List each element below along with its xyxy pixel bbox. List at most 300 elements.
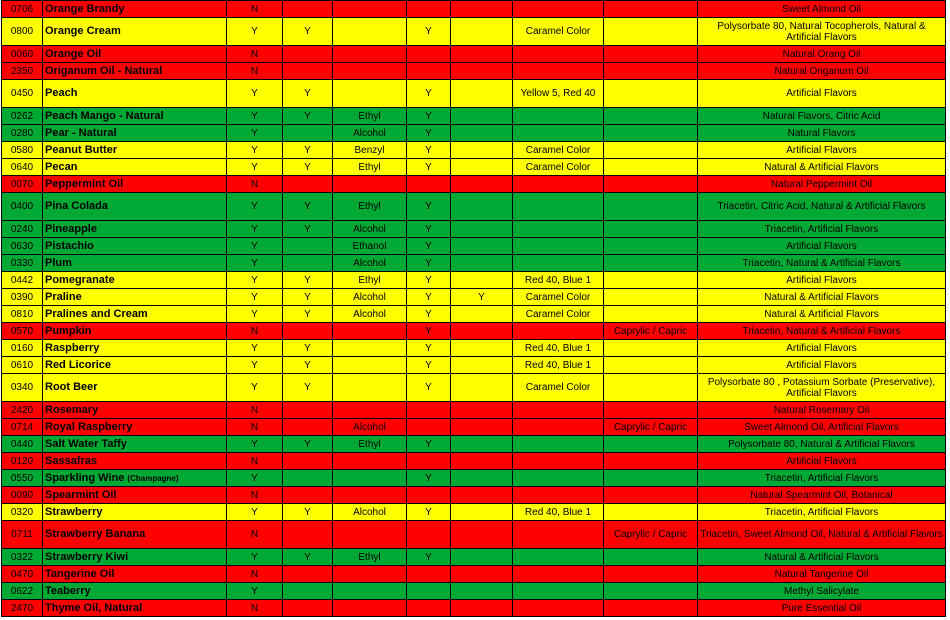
col-7-cell: [604, 272, 698, 289]
col-6-cell: [513, 238, 604, 255]
col-3-cell: Benzyl: [333, 142, 407, 159]
col-5-cell: [451, 108, 513, 125]
col-7-cell: [604, 289, 698, 306]
col-3-cell: [333, 453, 407, 470]
col-2-cell: Y: [283, 357, 333, 374]
col-5-cell: [451, 63, 513, 80]
col-4-cell: Y: [407, 323, 451, 340]
ingredients-cell: Natural Tangerine Oil: [698, 566, 946, 583]
col-2-cell: Y: [283, 142, 333, 159]
col-5-cell: [451, 340, 513, 357]
flavor-name: Orange Brandy: [45, 2, 125, 15]
table-row: [2, 419, 946, 436]
table-row: [2, 18, 946, 46]
col-3-cell: Alcohol: [333, 125, 407, 142]
ingredients-cell: Triacetin, Natural & Artificial Flavors: [698, 255, 946, 272]
col-7-cell: [604, 583, 698, 600]
col-3-cell: [333, 374, 407, 402]
flavor-name-cell: [43, 419, 227, 436]
col-5-cell: [451, 470, 513, 487]
table-row: [2, 487, 946, 504]
col-1-cell: N: [227, 46, 283, 63]
code-cell: 0280: [2, 125, 43, 142]
flavor-name: Orange Cream: [45, 25, 121, 37]
code-cell: 0622: [2, 583, 43, 600]
flavor-name-cell: [43, 340, 227, 357]
ingredients-cell: Triacetin, Citric Acid, Natural & Artificial Flavors: [698, 193, 946, 221]
table-row: [2, 63, 946, 80]
flavor-name: Thyme Oil, Natural: [45, 601, 143, 614]
col-6-cell: [513, 108, 604, 125]
code-cell: 0240: [2, 221, 43, 238]
flavor-name-cell: [43, 374, 227, 402]
flavor-name: Red Licorice: [45, 358, 112, 371]
flavor-name: Peanut Butter: [45, 143, 118, 156]
col-5-cell: [451, 453, 513, 470]
col-3-cell: [333, 46, 407, 63]
col-3-cell: Ethyl: [333, 108, 407, 125]
col-5-cell: [451, 255, 513, 272]
code-cell: 0330: [2, 255, 43, 272]
col-1-cell: Y: [227, 193, 283, 221]
col-4-cell: Y: [407, 357, 451, 374]
table-row: [2, 453, 946, 470]
col-2-cell: [283, 521, 333, 549]
col-4-cell: Y: [407, 108, 451, 125]
col-5-cell: [451, 80, 513, 108]
flavor-name-cell: [43, 504, 227, 521]
table-row: [2, 323, 946, 340]
col-6-cell: [513, 1, 604, 18]
col-3-cell: Alcohol: [333, 221, 407, 238]
code-cell: 0470: [2, 566, 43, 583]
col-6-cell: [513, 487, 604, 504]
col-6-cell: [513, 470, 604, 487]
ingredients-cell: Polysorbate 80, Natural & Artificial Flavors: [698, 436, 946, 453]
table-row: [2, 193, 946, 221]
ingredients-cell: Natural Flavors, Citric Acid: [698, 108, 946, 125]
flavor-name: Rosemary: [45, 403, 99, 416]
col-2-cell: Y: [283, 374, 333, 402]
col-4-cell: [407, 453, 451, 470]
flavor-name-cell: [43, 549, 227, 566]
col-4-cell: [407, 402, 451, 419]
col-7-cell: [604, 453, 698, 470]
col-3-cell: Ethyl: [333, 193, 407, 221]
col-5-cell: [451, 374, 513, 402]
col-2-cell: Y: [283, 306, 333, 323]
flavor-name-cell: [43, 46, 227, 63]
table-row: [2, 289, 946, 306]
flavor-name: Pistachio: [45, 239, 94, 252]
col-1-cell: Y: [227, 272, 283, 289]
ingredients-cell: Sweet Almond Oil, Artificial Flavors: [698, 419, 946, 436]
col-7-cell: [604, 125, 698, 142]
col-7-cell: [604, 402, 698, 419]
col-3-cell: Alcohol: [333, 255, 407, 272]
code-cell: 0070: [2, 176, 43, 193]
col-4-cell: Y: [407, 504, 451, 521]
flavor-table: [1, 0, 946, 617]
flavor-name-cell: [43, 289, 227, 306]
col-5-cell: [451, 436, 513, 453]
col-6-cell: [513, 419, 604, 436]
ingredients-cell: Triacetin, Artificial Flavors: [698, 221, 946, 238]
col-5-cell: [451, 159, 513, 176]
table-row: [2, 583, 946, 600]
flavor-name-cell: [43, 323, 227, 340]
code-cell: 0090: [2, 487, 43, 504]
col-4-cell: Y: [407, 272, 451, 289]
col-7-cell: [604, 63, 698, 80]
code-cell: 0320: [2, 504, 43, 521]
flavor-name-cell: [43, 18, 227, 46]
ingredients-cell: Methyl Salicylate: [698, 583, 946, 600]
col-7-cell: [604, 470, 698, 487]
table-row: [2, 108, 946, 125]
flavor-name-cell: [43, 402, 227, 419]
col-2-cell: Y: [283, 436, 333, 453]
col-1-cell: N: [227, 323, 283, 340]
code-cell: 0400: [2, 193, 43, 221]
table-row: [2, 566, 946, 583]
flavor-name: Pineapple: [45, 222, 97, 235]
flavor-name-cell: [43, 453, 227, 470]
flavor-name: Raspberry: [45, 341, 100, 354]
col-3-cell: Ethyl: [333, 159, 407, 176]
col-5-cell: [451, 125, 513, 142]
flavor-name: Strawberry Banana: [45, 528, 146, 540]
col-3-cell: [333, 521, 407, 549]
col-5-cell: [451, 221, 513, 238]
col-3-cell: [333, 1, 407, 18]
col-6-cell: [513, 600, 604, 617]
col-1-cell: Y: [227, 18, 283, 46]
flavor-name-note: (Champagne): [127, 473, 179, 483]
col-6-cell: [513, 176, 604, 193]
col-5-cell: [451, 357, 513, 374]
col-7-cell: [604, 436, 698, 453]
col-6-cell: [513, 125, 604, 142]
col-6-cell: [513, 255, 604, 272]
flavor-name: Peach Mango - Natural: [45, 109, 164, 122]
table-row: [2, 600, 946, 617]
col-5-cell: [451, 487, 513, 504]
table-row: [2, 80, 946, 108]
col-7-cell: [604, 221, 698, 238]
table-row: [2, 436, 946, 453]
flavor-name-cell: [43, 1, 227, 18]
ingredients-cell: Natural & Artificial Flavors: [698, 289, 946, 306]
col-2-cell: [283, 255, 333, 272]
flavor-name: Praline: [45, 290, 82, 303]
col-3-cell: [333, 18, 407, 46]
col-6-cell: Caramel Color: [513, 142, 604, 159]
ingredients-cell: Natural & Artificial Flavors: [698, 306, 946, 323]
col-6-cell: [513, 193, 604, 221]
col-5-cell: Y: [451, 289, 513, 306]
col-7-cell: [604, 255, 698, 272]
col-7-cell: [604, 600, 698, 617]
flavor-name-cell: [43, 80, 227, 108]
flavor-name-cell: [43, 142, 227, 159]
col-1-cell: Y: [227, 125, 283, 142]
col-1-cell: Y: [227, 549, 283, 566]
col-2-cell: [283, 419, 333, 436]
flavor-name: Plum: [45, 256, 72, 269]
col-6-cell: Yellow 5, Red 40: [513, 80, 604, 108]
col-2-cell: [283, 566, 333, 583]
col-3-cell: [333, 323, 407, 340]
col-1-cell: Y: [227, 340, 283, 357]
col-2-cell: [283, 487, 333, 504]
col-6-cell: [513, 521, 604, 549]
code-cell: 2470: [2, 600, 43, 617]
code-cell: 0610: [2, 357, 43, 374]
col-3-cell: Ethyl: [333, 549, 407, 566]
code-cell: 0262: [2, 108, 43, 125]
table-row: [2, 125, 946, 142]
col-3-cell: Ethanol: [333, 238, 407, 255]
col-2-cell: Y: [283, 504, 333, 521]
col-1-cell: Y: [227, 221, 283, 238]
col-6-cell: Red 40, Blue 1: [513, 357, 604, 374]
col-1-cell: Y: [227, 357, 283, 374]
flavor-name: Pumpkin: [45, 324, 92, 337]
col-4-cell: [407, 1, 451, 18]
flavor-name-cell: [43, 583, 227, 600]
col-7-cell: [604, 142, 698, 159]
col-6-cell: [513, 221, 604, 238]
col-7-cell: [604, 549, 698, 566]
col-2-cell: [283, 1, 333, 18]
col-1-cell: N: [227, 487, 283, 504]
col-7-cell: [604, 487, 698, 504]
code-cell: 0442: [2, 272, 43, 289]
ingredients-cell: Polysorbate 80, Natural Tocopherols, Natural & Artificial Flavors: [698, 18, 946, 46]
col-4-cell: Y: [407, 436, 451, 453]
col-4-cell: Y: [407, 221, 451, 238]
table-row: [2, 142, 946, 159]
col-6-cell: [513, 63, 604, 80]
code-cell: 0450: [2, 80, 43, 108]
table-row: [2, 504, 946, 521]
col-2-cell: Y: [283, 18, 333, 46]
col-4-cell: [407, 600, 451, 617]
col-5-cell: [451, 419, 513, 436]
flavor-name-cell: [43, 436, 227, 453]
col-1-cell: Y: [227, 108, 283, 125]
col-6-cell: [513, 46, 604, 63]
col-3-cell: Alcohol: [333, 306, 407, 323]
col-1-cell: Y: [227, 374, 283, 402]
col-2-cell: [283, 125, 333, 142]
table-row: [2, 272, 946, 289]
ingredients-cell: Natural Origanum Oil: [698, 63, 946, 80]
col-1-cell: Y: [227, 504, 283, 521]
table-row: [2, 402, 946, 419]
col-1-cell: N: [227, 402, 283, 419]
flavor-name: Salt Water Taffy: [45, 437, 127, 450]
flavor-name-cell: [43, 221, 227, 238]
col-5-cell: [451, 1, 513, 18]
flavor-name: Pecan: [45, 160, 78, 173]
ingredients-cell: Polysorbate 80 , Potassium Sorbate (Preservative), Artificial Flavors: [698, 374, 946, 402]
col-7-cell: [604, 504, 698, 521]
code-cell: 0706: [2, 1, 43, 18]
flavor-name-cell: [43, 63, 227, 80]
col-3-cell: Alcohol: [333, 289, 407, 306]
col-1-cell: N: [227, 176, 283, 193]
col-1-cell: Y: [227, 583, 283, 600]
col-1-cell: Y: [227, 255, 283, 272]
col-1-cell: N: [227, 63, 283, 80]
col-2-cell: Y: [283, 193, 333, 221]
flavor-name-cell: [43, 176, 227, 193]
col-7-cell: [604, 238, 698, 255]
col-6-cell: [513, 549, 604, 566]
ingredients-cell: Pure Essential Oil: [698, 600, 946, 617]
col-3-cell: Alcohol: [333, 504, 407, 521]
code-cell: 0570: [2, 323, 43, 340]
flavor-name: Pear - Natural: [45, 126, 117, 139]
col-3-cell: [333, 487, 407, 504]
col-5-cell: [451, 176, 513, 193]
col-1-cell: N: [227, 453, 283, 470]
col-4-cell: Y: [407, 374, 451, 402]
col-6-cell: Caramel Color: [513, 159, 604, 176]
col-6-cell: Red 40, Blue 1: [513, 272, 604, 289]
table-row: [2, 549, 946, 566]
flavor-name: Strawberry: [45, 505, 103, 518]
ingredients-cell: Natural Rosemary Oil: [698, 402, 946, 419]
ingredients-cell: Artificial Flavors: [698, 272, 946, 289]
col-7-cell: [604, 18, 698, 46]
col-6-cell: Caramel Color: [513, 306, 604, 323]
col-4-cell: Y: [407, 340, 451, 357]
col-6-cell: [513, 566, 604, 583]
col-7-cell: [604, 159, 698, 176]
col-4-cell: Y: [407, 159, 451, 176]
code-cell: 0550: [2, 470, 43, 487]
col-3-cell: Ethyl: [333, 436, 407, 453]
col-7-cell: [604, 108, 698, 125]
col-6-cell: Red 40, Blue 1: [513, 340, 604, 357]
col-2-cell: [283, 323, 333, 340]
ingredients-cell: Artificial Flavors: [698, 80, 946, 108]
table-row: [2, 176, 946, 193]
col-1-cell: N: [227, 566, 283, 583]
col-7-cell: Caprylic / Capric: [604, 419, 698, 436]
flavor-name: Pomegranate: [45, 273, 115, 286]
col-5-cell: [451, 600, 513, 617]
col-7-cell: [604, 46, 698, 63]
ingredients-cell: Natural Orang Oil: [698, 46, 946, 63]
col-3-cell: Ethyl: [333, 272, 407, 289]
col-4-cell: [407, 176, 451, 193]
table-row: [2, 340, 946, 357]
col-6-cell: Caramel Color: [513, 374, 604, 402]
col-7-cell: [604, 566, 698, 583]
col-7-cell: [604, 374, 698, 402]
ingredients-cell: Natural Spearmint Oil, Botanical: [698, 487, 946, 504]
code-cell: 0160: [2, 340, 43, 357]
code-cell: 2350: [2, 63, 43, 80]
col-5-cell: [451, 504, 513, 521]
col-5-cell: [451, 238, 513, 255]
ingredients-cell: Artificial Flavors: [698, 340, 946, 357]
table-row: [2, 221, 946, 238]
code-cell: 0711: [2, 521, 43, 549]
col-6-cell: [513, 453, 604, 470]
col-4-cell: [407, 487, 451, 504]
col-1-cell: Y: [227, 289, 283, 306]
code-cell: 0322: [2, 549, 43, 566]
col-3-cell: [333, 583, 407, 600]
col-4-cell: Y: [407, 125, 451, 142]
flavor-table-body: [2, 1, 946, 617]
code-cell: 0060: [2, 46, 43, 63]
code-cell: 0640: [2, 159, 43, 176]
col-2-cell: Y: [283, 289, 333, 306]
col-2-cell: [283, 176, 333, 193]
code-cell: 0714: [2, 419, 43, 436]
col-1-cell: Y: [227, 470, 283, 487]
col-1-cell: Y: [227, 142, 283, 159]
col-4-cell: [407, 46, 451, 63]
code-cell: 0340: [2, 374, 43, 402]
col-2-cell: Y: [283, 80, 333, 108]
ingredients-cell: Triacetin, Natural & Artificial Flavors: [698, 323, 946, 340]
flavor-name: Origanum Oil - Natural: [45, 64, 163, 77]
ingredients-cell: Artificial Flavors: [698, 453, 946, 470]
col-3-cell: Alcohol: [333, 419, 407, 436]
col-2-cell: Y: [283, 549, 333, 566]
col-3-cell: [333, 600, 407, 617]
code-cell: 0810: [2, 306, 43, 323]
flavor-name-cell: [43, 238, 227, 255]
col-5-cell: [451, 306, 513, 323]
col-3-cell: [333, 357, 407, 374]
col-5-cell: [451, 193, 513, 221]
col-7-cell: [604, 357, 698, 374]
table-row: [2, 238, 946, 255]
col-7-cell: [604, 340, 698, 357]
flavor-name: Teaberry: [45, 584, 91, 597]
col-2-cell: [283, 46, 333, 63]
code-cell: 0120: [2, 453, 43, 470]
col-4-cell: [407, 566, 451, 583]
col-2-cell: [283, 402, 333, 419]
col-5-cell: [451, 142, 513, 159]
table-row: [2, 470, 946, 487]
flavor-name-cell: [43, 521, 227, 549]
code-cell: 2420: [2, 402, 43, 419]
col-2-cell: [283, 470, 333, 487]
table-row: [2, 255, 946, 272]
col-7-cell: [604, 1, 698, 18]
code-cell: 0440: [2, 436, 43, 453]
flavor-name-cell: [43, 357, 227, 374]
flavor-name-cell: [43, 159, 227, 176]
flavor-name: Tangerine Oil: [45, 567, 115, 580]
col-2-cell: [283, 238, 333, 255]
code-cell: 0630: [2, 238, 43, 255]
col-1-cell: Y: [227, 238, 283, 255]
code-cell: 0580: [2, 142, 43, 159]
flavor-name: Spearmint Oil: [45, 488, 117, 501]
table-row: [2, 159, 946, 176]
